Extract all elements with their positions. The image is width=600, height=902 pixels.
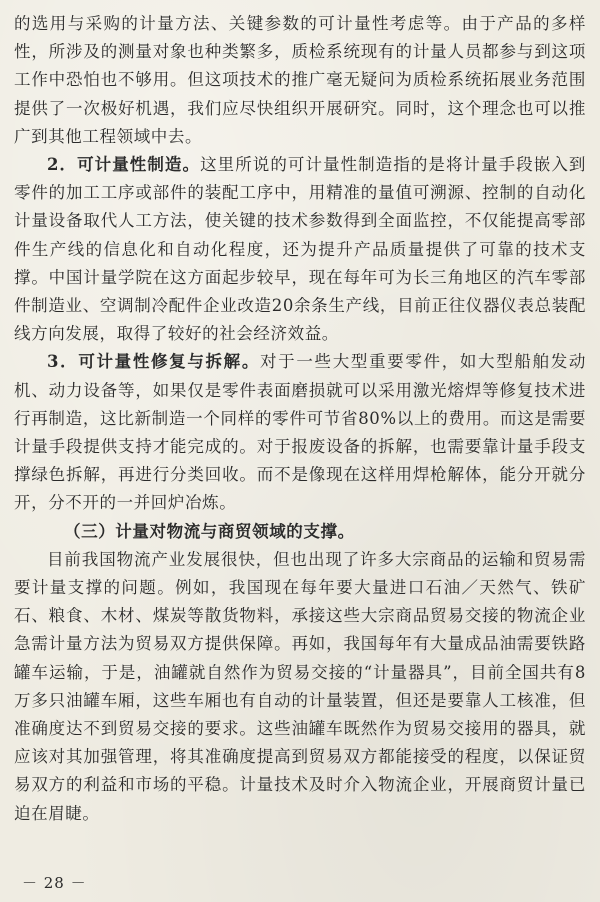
section-heading: （三）计量对物流与商贸领域的支撑。 <box>64 521 355 541</box>
document-body <box>14 10 586 828</box>
paragraph-text: 目前我国物流产业发展很快，但也出现了许多大宗商品的运输和贸易需要计量支撑的问题。例如，我国现在每年要大量进口石油／天然气、铁矿石、粮食、木材、煤炭等散货物料，承接这些大宗商品贸易交接的物流企业急需计量方法为贸易双方提供保障。再如，我国每年有大量成品油需要铁路罐车运输，于是，油罐就自然作为贸易交接的“计量器具”，目前全国共有8万多只油罐车厢，这些车厢也有自动的计量装置，但还是要靠人工核准，但准确度达不到贸易交接的要求。这些油罐车既然作为贸易交接用的器具，就应该对其加强管理，将其准确度提高到贸易双方都能接受的程度，以保证贸易双方的利益和市场的平稳。计量技术及时介入物流企业，开展商贸计量已迫在眉睫。 <box>14 549 586 823</box>
paragraph-lead: 2．可计量性制造。 <box>47 155 201 175</box>
paragraph-measurable-repair <box>14 348 586 517</box>
paragraph-text: 对于一些大型重要零件，如大型船舶发动机、动力设备等，如果仅是零件表面磨损就可以采用激光熔焊等修复技术进行再制造，这比新制造一个同样的零件可节省80%以上的费用。而这是需要计量手段提供支持才能完成的。对于报废设备的拆解，也需要靠计量手段支撑绿色拆解，再进行分类回收。而不是像现在这样用焊枪解体，能分开就分开，分不开的一并回炉冶炼。 <box>14 352 586 513</box>
paragraph-text: 这里所说的可计量性制造指的是将计量手段嵌入到零件的加工工序或部件的装配工序中，用精准的量值可溯源、控制的自动化计量设备取代人工方法，使关键的技术参数得到全面监控，不仅能提高零部件生产线的信息化和自动化程度，还为提升产品质量提供了可靠的技术支撑。中国计量学院在这方面起步较早，现在每年可为长三角地区的汽车零部件制造业、空调制冷配件企业改造20余条生产线，目前正往仪器仪表总装配线方向发展，取得了较好的社会经济效益。 <box>14 155 586 344</box>
page-number: － 28 － <box>22 874 87 892</box>
paragraph-measurable-manufacturing <box>14 151 586 348</box>
paragraph-logistics <box>14 546 586 828</box>
paragraph-text: 的选用与采购的计量方法、关键参数的可计量性考虑等。由于产品的多样性，所涉及的测量对象也种类繁多，质检系统现有的计量人员都参与到这项工作中恐怕也不够用。但这项技术的推广毫无疑问为质检系统拓展业务范围提供了一次极好机遇，我们应尽快组织开展研究。同时，这个理念也可以推广到其他工程领域中去。 <box>14 14 586 146</box>
paragraph-continuation <box>14 10 586 151</box>
paragraph-lead: 3．可计量性修复与拆解。 <box>47 352 261 372</box>
